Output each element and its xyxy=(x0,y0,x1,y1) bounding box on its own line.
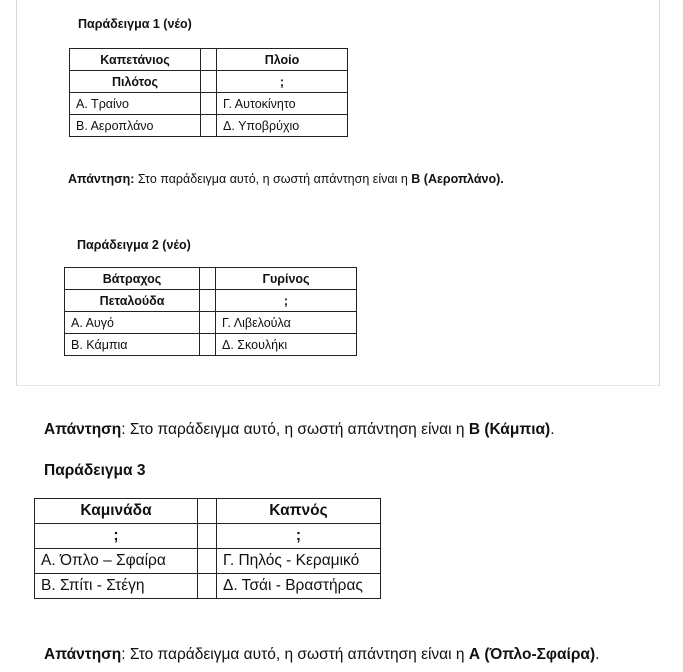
table-row xyxy=(65,268,357,290)
example-1-table xyxy=(69,48,348,137)
gap-cell xyxy=(201,115,217,137)
example-1-answer xyxy=(68,172,504,186)
left-prompt-cell: Πιλότος xyxy=(70,71,201,93)
table-row xyxy=(65,334,357,356)
answer-end: . xyxy=(550,421,555,438)
gap-cell xyxy=(200,290,216,312)
option-d-cell: Δ. Τσάι - Βραστήρας xyxy=(217,574,381,599)
example-3-answer xyxy=(44,646,599,664)
example-2-title: Παράδειγμα 2 (νέο) xyxy=(77,238,191,252)
gap-cell xyxy=(200,334,216,356)
table-row xyxy=(35,499,381,524)
answer-label: Απάντηση xyxy=(44,421,122,438)
option-a-cell: Α. Όπλο – Σφαίρα xyxy=(35,549,198,574)
example-3-table xyxy=(34,498,381,599)
gap-cell xyxy=(198,524,217,549)
table-row xyxy=(35,574,381,599)
table-row xyxy=(70,49,348,71)
table-row xyxy=(70,71,348,93)
option-b-cell: Β. Κάμπια xyxy=(65,334,200,356)
gap-cell xyxy=(198,574,217,599)
option-c-cell: Γ. Αυτοκίνητο xyxy=(217,93,348,115)
answer-value: Α (Όπλο-Σφαίρα) xyxy=(468,646,596,663)
answer-text: : Στο παράδειγμα αυτό, η σωστή απάντηση είναι η xyxy=(121,421,469,438)
example-1-title: Παράδειγμα 1 (νέο) xyxy=(78,17,192,31)
right-header-cell: Γυρίνος xyxy=(216,268,357,290)
gap-cell xyxy=(200,312,216,334)
answer-text: Στο παράδειγμα αυτό, η σωστή απάντηση είναι η xyxy=(134,172,412,186)
option-d-cell: Δ. Υποβρύχιο xyxy=(217,115,348,137)
table-row xyxy=(70,115,348,137)
gap-cell xyxy=(200,268,216,290)
gap-cell xyxy=(201,93,217,115)
left-prompt-cell: Πεταλούδα xyxy=(65,290,200,312)
left-header-cell: Καπετάνιος xyxy=(70,49,201,71)
example-2-table xyxy=(64,267,357,356)
table-row xyxy=(65,312,357,334)
option-c-cell: Γ. Λιβελούλα xyxy=(216,312,357,334)
option-c-cell: Γ. Πηλός - Κεραμικό xyxy=(217,549,381,574)
option-b-cell: Β. Σπίτι - Στέγη xyxy=(35,574,198,599)
right-header-cell: Καπνός xyxy=(217,499,381,524)
answer-end: . xyxy=(595,646,600,663)
right-header-cell: Πλοίο xyxy=(217,49,348,71)
table-row xyxy=(65,290,357,312)
option-b-cell: Β. Αεροπλάνο xyxy=(70,115,201,137)
right-prompt-cell: ; xyxy=(217,71,348,93)
answer-label: Απάντηση: xyxy=(68,172,135,186)
left-prompt-cell: ; xyxy=(35,524,198,549)
table-row xyxy=(35,549,381,574)
table-row xyxy=(70,93,348,115)
answer-text: : Στο παράδειγμα αυτό, η σωστή απάντηση είναι η xyxy=(121,646,469,663)
gap-cell xyxy=(198,549,217,574)
gap-cell xyxy=(201,49,217,71)
answer-value: Β (Κάμπια) xyxy=(468,421,551,438)
gap-cell xyxy=(198,499,217,524)
answer-value: Β (Αεροπλάνο). xyxy=(411,172,504,186)
option-a-cell: Α. Τραίνο xyxy=(70,93,201,115)
answer-label: Απάντηση xyxy=(44,646,122,663)
table-row xyxy=(35,524,381,549)
right-prompt-cell: ; xyxy=(216,290,357,312)
right-prompt-cell: ; xyxy=(217,524,381,549)
left-header-cell: Καμινάδα xyxy=(35,499,198,524)
gap-cell xyxy=(201,71,217,93)
option-d-cell: Δ. Σκουλήκι xyxy=(216,334,357,356)
left-header-cell: Βάτραχος xyxy=(65,268,200,290)
example-2-answer xyxy=(44,421,555,439)
option-a-cell: Α. Αυγό xyxy=(65,312,200,334)
example-3-title: Παράδειγμα 3 xyxy=(44,462,146,479)
